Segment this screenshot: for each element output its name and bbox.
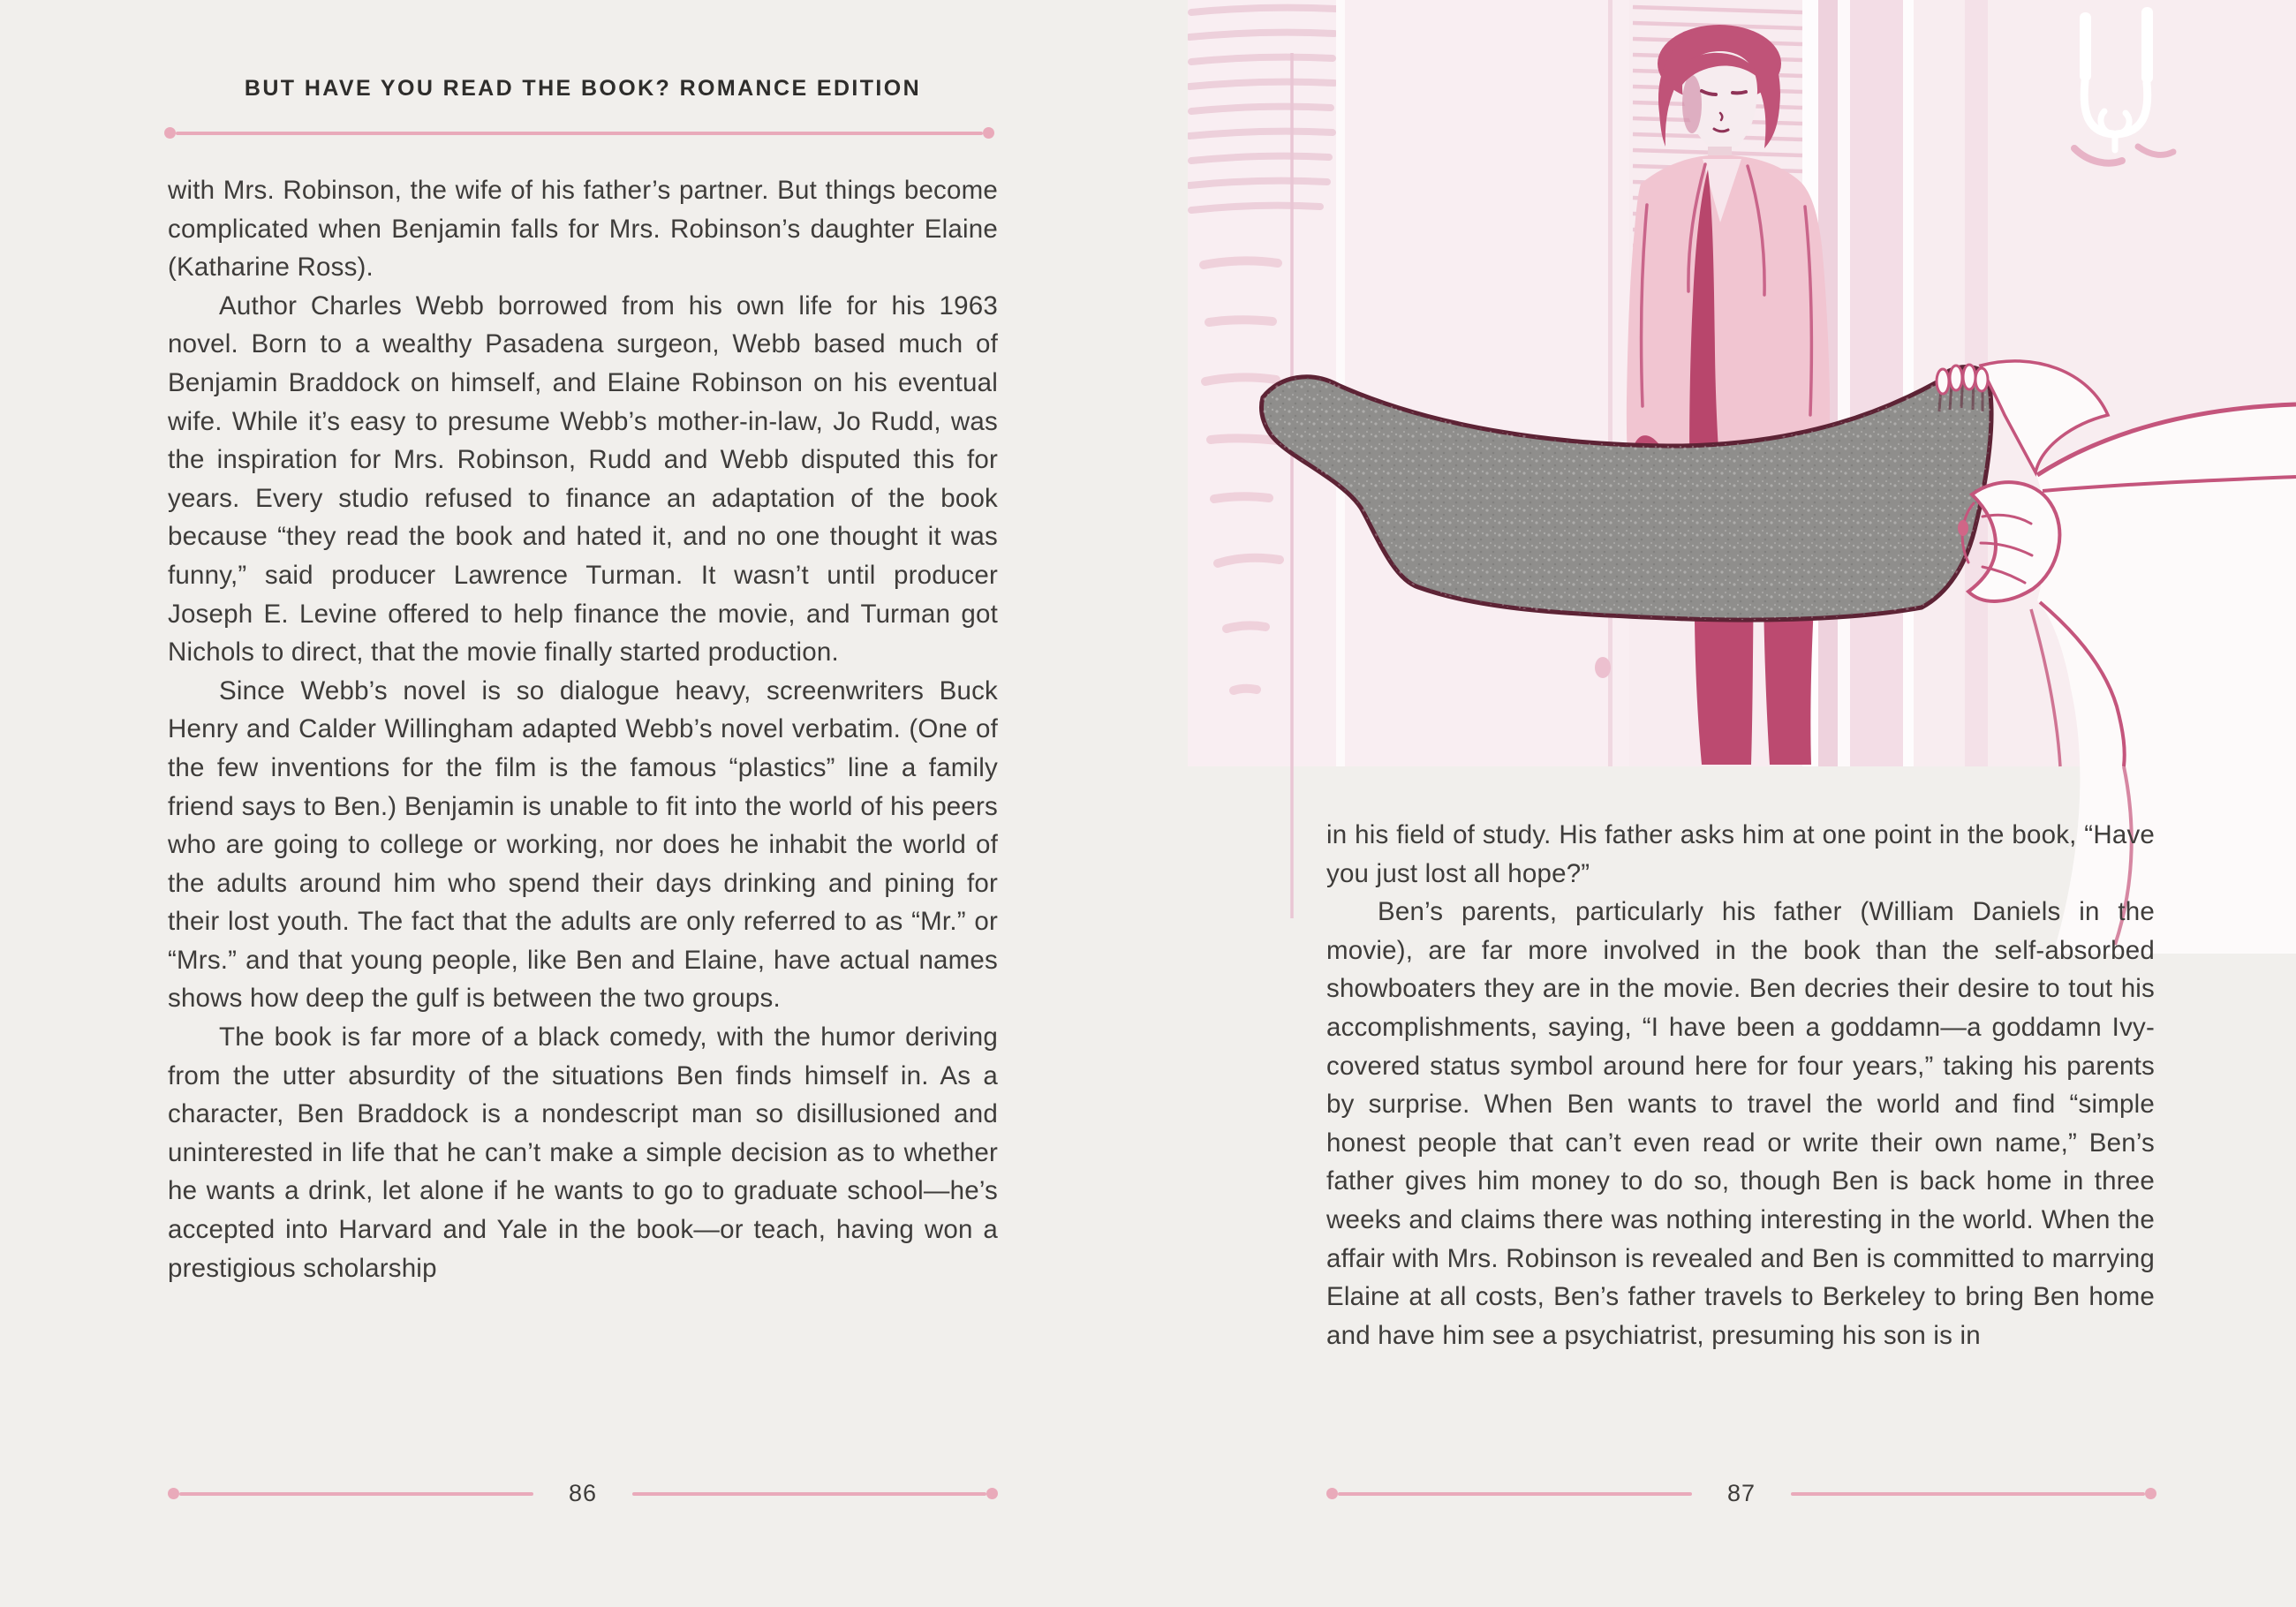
fingernail [1958, 520, 1968, 536]
rule-dot-right [983, 127, 994, 139]
right-page-text [1326, 816, 2155, 1354]
page-number-left: 86 [568, 1480, 598, 1506]
rule-line [1338, 1492, 1692, 1496]
rule-dot-right [2145, 1488, 2156, 1499]
body-paragraph: Ben’s parents, particularly his father (William Daniels in the movie), are far more involved in the book than the self-absorbed showboaters they are in the movie. Ben decries their desire to tout his accomplishments, saying, “I have been a goddamn—a goddamn Ivy-covered status symbol around here for four years,” taking his parents by surprise. When Ben wants to travel the world and find “simple honest people that can’t even read or write their own name,” Ben’s father gives him money to do so, though Ben is back home in three weeks and claims there was nothing interesting in the world. When the affair with Mrs. Robinson is revealed and Ben is committed to marrying Elaine at all costs, Ben’s father travels to Berkeley to bring Ben home and have him see a psychiatrist, presuming his son is in [1326, 897, 2155, 1350]
right-page-footer [1326, 1480, 2156, 1507]
rule-dot-left [1326, 1488, 1338, 1499]
body-paragraph: Author Charles Webb borrowed from his own life for his 1963 novel. Born to a wealthy Pasadena surgeon, Webb based much of Benjamin Braddock on himself, and Elaine Robinson on his eventual wife. While it’s easy to presume Webb’s mother-in-law, Jo Rudd, was the inspiration for Mrs. Robinson, Rudd and Webb disputed this for years. Every studio refused to finance an adaptation of the book because “they read the book and hated it, and no one thought it was funny,” said producer Lawrence Turman. It wasn’t until producer Joseph E. Levine offered to help finance the movie, and Turman got Nichols to direct, that the movie finally started production. [168, 290, 998, 668]
left-page-text [168, 171, 998, 1287]
body-paragraph: in his field of study. His father asks him at one point in the book, “Have you just lost all hope?” [1326, 820, 2155, 888]
body-paragraph: Since Webb’s novel is so dialogue heavy, screenwriters Buck Henry and Calder Willingham adapted Webb’s novel verbatim. (One of the few inventions for the film is the famous “plastics” line a family friend says to Ben.) Benjamin is unable to fit into the world of his peers who are going to college or working, nor does he inhabit the world of the adults around him who spend their days drinking and pining for their lost youth. The fact that the adults are only referred to as “Mr.” or “Mrs.” and that young people, like Ben and Elaine, have actual names shows how deep the gulf is between the two groups. [168, 675, 998, 1014]
rule-dot-left [168, 1488, 179, 1499]
running-header: BUT HAVE YOU READ THE BOOK? ROMANCE EDITION [244, 76, 922, 101]
page-number-right: 87 [1726, 1480, 1756, 1506]
rule-line [176, 132, 983, 135]
rule-line [179, 1492, 533, 1496]
rule-dot-left [164, 127, 176, 139]
header-rule [164, 127, 994, 139]
graduate-illustration [1188, 0, 2296, 954]
body-paragraph: with Mrs. Robinson, the wife of his father’s partner. But things become complicated when Benjamin falls for Mrs. Robinson’s daughter Elaine (Katharine Ross). [168, 176, 998, 283]
rule-dot-right [986, 1488, 998, 1499]
left-page-footer [168, 1480, 998, 1507]
body-paragraph: The book is far more of a black comedy, with the humor deriving from the utter absurdity of the situations Ben finds himself in. As a character, Ben Braddock is a nondescript man so disillusioned and uninterested in life that he can’t make a simple decision as to whether he wants a drink, let alone if he wants to go to graduate school—he’s accepted into Harvard and Yale in the book—or teach, having won a prestigious scholarship [168, 1022, 998, 1283]
rule-line [632, 1492, 986, 1496]
doorknob [1595, 657, 1611, 678]
rule-line [1791, 1492, 2145, 1496]
